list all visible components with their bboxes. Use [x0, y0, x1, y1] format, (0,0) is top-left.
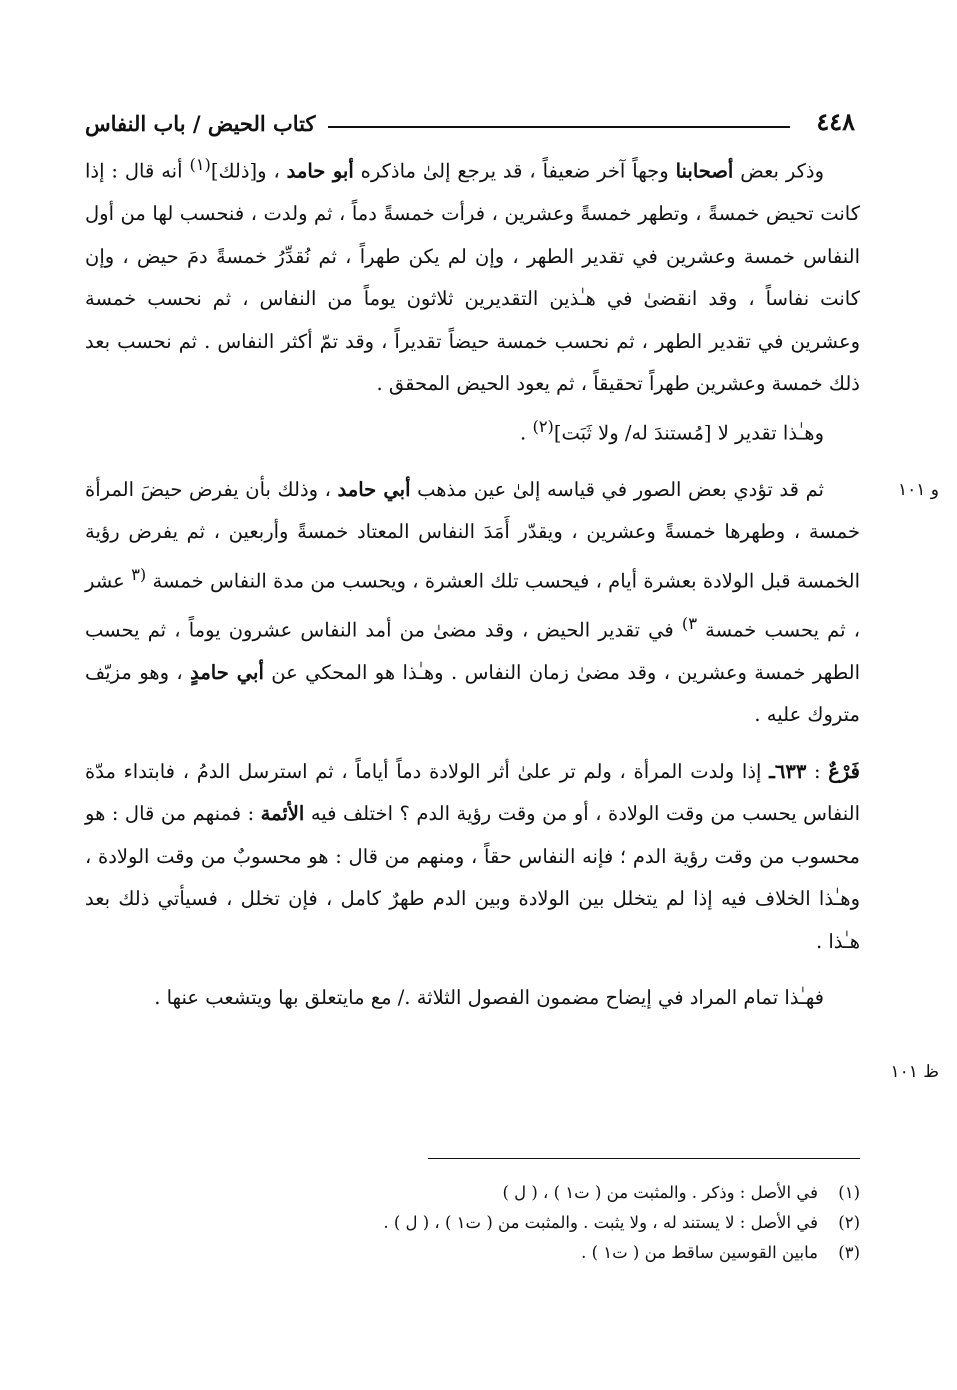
text-run: إذا ولدت المرأة ، ولم تر علىٰ أثر الولادة دماً أياماً ، ثم استرسل الدمُ ، فابتداء مدّة النفاس يحسب من وقت الولادة ، أو من وقت رؤية الدم ؟ اختلف فيه — [85, 759, 861, 825]
text-run: : — [806, 759, 829, 783]
footnote-ref: (٢) — [532, 416, 554, 436]
bold-term: الأئمة — [260, 802, 305, 825]
paragraph-no-basis — [85, 406, 860, 455]
paragraph-far-633 — [85, 751, 860, 964]
running-title: كتاب الحيض / باب النفاس — [85, 111, 316, 136]
bold-name: أبي حامد — [337, 477, 411, 501]
footnotes — [380, 1178, 860, 1268]
footnote-text: مابين القوسين ساقط من ( ت١ ) . — [581, 1243, 818, 1262]
footnote-text: في الأصل : لا يستند له ، ولا يثبت . والمثبت من ( ت١ ) ، ( ل ) . — [383, 1213, 818, 1232]
margin-folio-verso: ظ ١٠١ — [890, 1062, 939, 1082]
issue-number: ٦٣٣ـ — [769, 759, 807, 783]
bold-name: أبي حامدٍ — [190, 660, 264, 684]
footnote-ref: (١) — [189, 155, 211, 174]
paragraph-weak-view — [85, 144, 860, 406]
footnote-ref: ٣) — [681, 613, 697, 633]
footnote-text: في الأصل : وذكر . والمثبت من ( ت١ ) ، ( ل ) — [502, 1183, 818, 1202]
text-run: عشر ، ثم يحسب خمسة — [85, 569, 860, 641]
footnote-ref: (٣ — [131, 564, 147, 584]
text-run: أنه قال : إذا كانت تحيض خمسةً ، وتطهر خمسةً وعشرين ، فرأت خمسةً دماً ، ثم ولدت ، فنحسب لها من أول النفاس خمسة وعشرين في تقدير الطهر ، وإن لم يكن طهراً ، ثم نُقدِّرُ خمسةً دمَ حيض ، وإن كانت نفاساً ، وقد انقضىٰ في هـٰذين التقديرين ثلاثون يوماً من النفاس ، ثم نحسب خمسة وعشرين في تقدير الطهر ، ثم نحسب خمسة حيضاً تقديراً ، وقد تمّ أكثر النفاس . ثم نحسب بعد ذلك خمسة وعشرين طهراً تحقيقاً ، ثم يعود الحيض المحقق . — [85, 159, 860, 395]
text-run: وهـٰذا تقدير لا [مُستندَ له/ ولا ثَبَت] — [553, 421, 824, 444]
text-run: في تقدير الحيض ، وقد مضىٰ من أمد النفاس عشرون يوماً ، ثم يحسب الطهر خمسة وعشرين ، وقد مضىٰ زمان النفاس . وهـٰذا هو المحكي عن — [85, 618, 860, 684]
footnote-number: (١) — [838, 1183, 860, 1202]
header-rule — [328, 126, 791, 128]
paragraph-closing — [85, 977, 860, 1020]
text-run: ، و[ذلك] — [210, 159, 287, 183]
footnote-number: (٢) — [838, 1213, 860, 1232]
paragraph-abu-hamid — [85, 469, 860, 737]
bold-name: أبو حامد — [286, 159, 354, 183]
margin-folio-recto: و ١٠١ — [897, 480, 939, 500]
text-run: وذكر بعض — [733, 159, 824, 183]
footnote-number: (٣) — [838, 1243, 860, 1262]
text-run: فهـٰذا تمام المراد في إيضاح مضمون الفصول الثلاثة ./ مع مايتعلق بها ويتشعب عنها . — [154, 986, 824, 1009]
text-run: : فمنهم من قال : هو محسوب من وقت رؤية الدم ؛ فإنه النفاس حقاً ، ومنهم من قال : هو محسوبٌ من وقت الولادة ، وهـٰذا الخلاف فيه إذا لم يتخلل بين الولادة وبين الدم طهرٌ كامل ، فإن تخلل ، فسيأتي ذلك بعد هـٰذا . — [85, 802, 860, 953]
text-run: ، وهو مزيّف متروك عليه . — [85, 660, 860, 726]
footnote-item — [380, 1178, 860, 1208]
bold-term: أصحابنا — [675, 159, 734, 183]
footnote-rule — [428, 1158, 860, 1159]
main-text — [85, 144, 860, 1020]
page-number: ٤٤٨ — [816, 107, 855, 136]
text-run: . — [520, 421, 533, 444]
text-run: وجهاً آخر ضعيفاً ، قد يرجع إلىٰ ماذكره — [353, 159, 676, 183]
far-label: فَرْعٌ — [828, 759, 860, 783]
text-run: ، وذلك بأن يفرض حيضَ المرأة خمسة ، وطهرها خمسةً وعشرين ، ويقدّر أَمَدَ النفاس المعتاد خمسةً وأربعين ، ثم يفرض رؤية الخمسة قبل الولادة بعشرة أيام ، فيحسب تلك العشرة ، ويحسب من مدة النفاس خمسة — [85, 477, 860, 592]
page-header — [85, 86, 855, 136]
text-run: ثم قد تؤدي بعض الصور في قياسه إلىٰ عين مذهب — [410, 477, 824, 501]
footnote-item — [380, 1238, 860, 1268]
footnote-item — [380, 1208, 860, 1238]
